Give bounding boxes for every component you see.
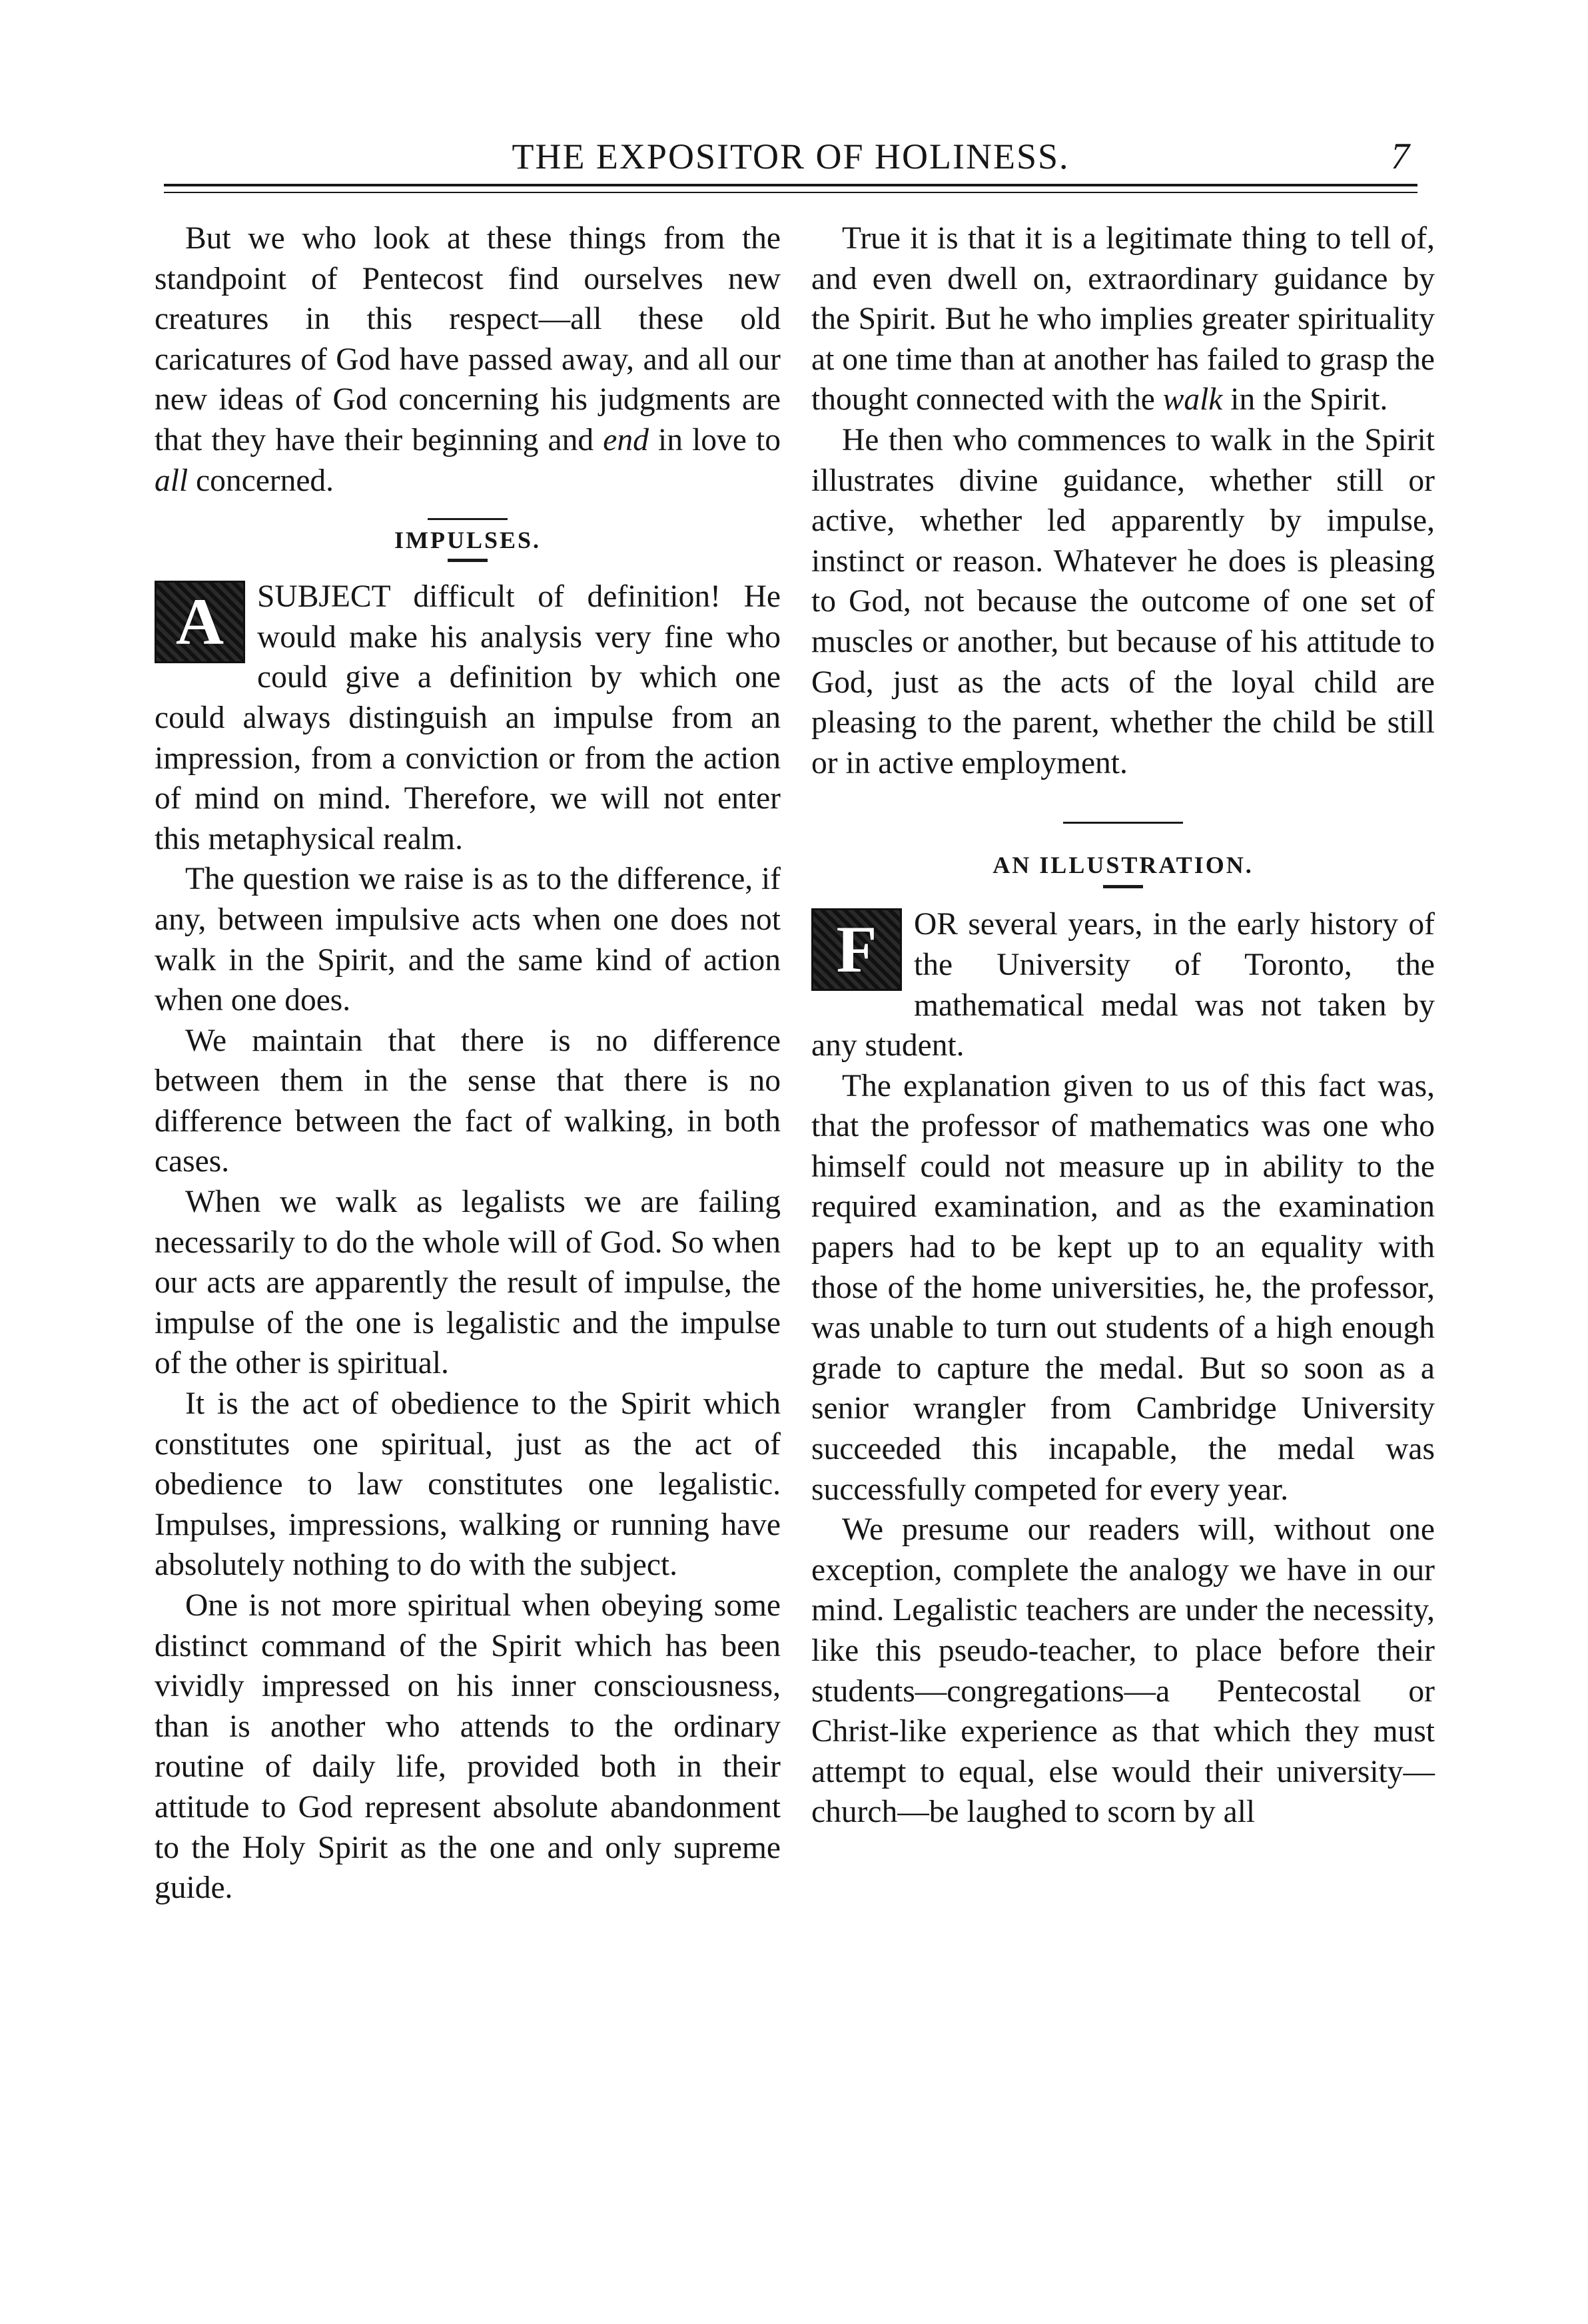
section-heading-impulses: IMPULSES.: [394, 527, 542, 554]
header-rule-top: [164, 184, 1417, 186]
left-p1-text: But we who look at these things from the standpoint of Pentecost find ourselves new creatures in this respect—all these old caricatures of God have passed away, and all our new ideas of God concerning his judgments are that they have their beginning and: [155, 221, 781, 457]
right-p1-text: True it is that it is a legitimate thing to tell of, and even dwell on, extraordinary guidance by the Spirit. But he who implies greater spirituality at one time than at another has failed to grasp the thought connected with the: [811, 221, 1435, 418]
left-paragraph-7: One is not more spiritual when obeying some distinct command of the Spirit which has been vividly impressed on his inner consciousness, than is another who attends to the ordinary routine of daily life, provided both in their attitude to God represent absolute abandonment to the Holy Spirit as the one and only supreme guide.: [155, 1588, 781, 1906]
right-paragraph-3: [811, 904, 1435, 1065]
left-p1-italic-all: all: [155, 463, 189, 498]
section-heading-illustration: AN ILLUSTRATION.: [992, 852, 1254, 879]
dropcap-f: [811, 908, 902, 991]
right-paragraph-4: The explanation given to us of this fact was, that the professor of mathematics was one who himself could not measure up in ability to the required examination, and as the examination papers had to be kept up to an equality with those of the home universities, he, the professor, was unable to turn out students of a high enough grade to capture the medal. But so soon as a senior wrangler from Cambridge University succeeded this incapable, the medal was successfully competed for every year.: [811, 1068, 1435, 1507]
left-paragraph-6: It is the act of obedience to the Spirit which constitutes one spiritual, just as the act of obedience to law constitutes one legalistic. Impulses, impressions, walking or running have absolutely nothing to do with the subject.: [155, 1386, 781, 1583]
right-paragraph-2: He then who commences to walk in the Spirit illustrates divine guidance, whether still or active, whether led apparently by impulse, instinct or reason. Whatever he does is pleasing to God, not because the outcome of one set of muscles or another, but because of his attitude to God, just as the acts of the loyal child are pleasing to the parent, whether the child be still or in active employment.: [811, 422, 1435, 780]
left-column: [155, 218, 781, 1908]
left-p1-italic-end: end: [603, 422, 649, 457]
left-p2-text: SUBJECT difficult of definition! He would make his analysis very fine who could give a definition by which one could always distinguish an impulse from an impression, from a conviction or from the action of mind on mind. Therefore, we will not enter this metaphysical realm.: [155, 579, 781, 856]
left-paragraph-3: The question we raise is as to the difference, if any, between impulsive acts when one does not walk in the Spirit, and the same kind of action when one does.: [155, 862, 781, 1018]
left-paragraph-5: When we walk as legalists we are failing necessarily to do the whole will of God. So when our acts are apparently the result of impulse, the impulse of the one is legalistic and the impulse of the other is spiritual.: [155, 1185, 781, 1381]
running-header: [164, 133, 1417, 186]
right-paragraph-5: We presume our readers will, without one exception, complete the analogy we have in our mind. Legalistic teachers are under the necessity, like this pseudo-teacher, to place before their students—congregations—a Pentecostal or Christ-like experience as that which they must attempt to equal, else would their university—church—be laughed to scorn by all: [811, 1512, 1435, 1830]
dropcap-a: [155, 581, 245, 663]
dropcap-a-letter: A: [175, 585, 224, 659]
right-p3-text: OR several years, in the early history of the University of Toronto, the mathematical medal was not taken by any student.: [811, 907, 1435, 1063]
dropcap-f-letter: F: [836, 912, 877, 987]
left-p1-text-end: concerned.: [188, 463, 334, 498]
right-p1-text-end: in the Spirit.: [1222, 382, 1388, 418]
left-paragraph-4: We maintain that there is no difference between them in the sense that there is no difference between the fact of walking, in both cases.: [155, 1023, 781, 1179]
header-rule-bottom: [164, 192, 1417, 193]
right-p1-italic-walk: walk: [1162, 382, 1223, 418]
journal-title: THE EXPOSITOR OF HOLINESS.: [512, 137, 1070, 176]
right-column: [811, 218, 1435, 1833]
left-paragraph-2: [155, 577, 781, 859]
right-paragraph-1: [811, 218, 1435, 420]
left-p1-text-mid: in love to: [648, 422, 781, 457]
left-paragraph-1: [155, 218, 781, 501]
page-number: 7: [1391, 136, 1409, 177]
